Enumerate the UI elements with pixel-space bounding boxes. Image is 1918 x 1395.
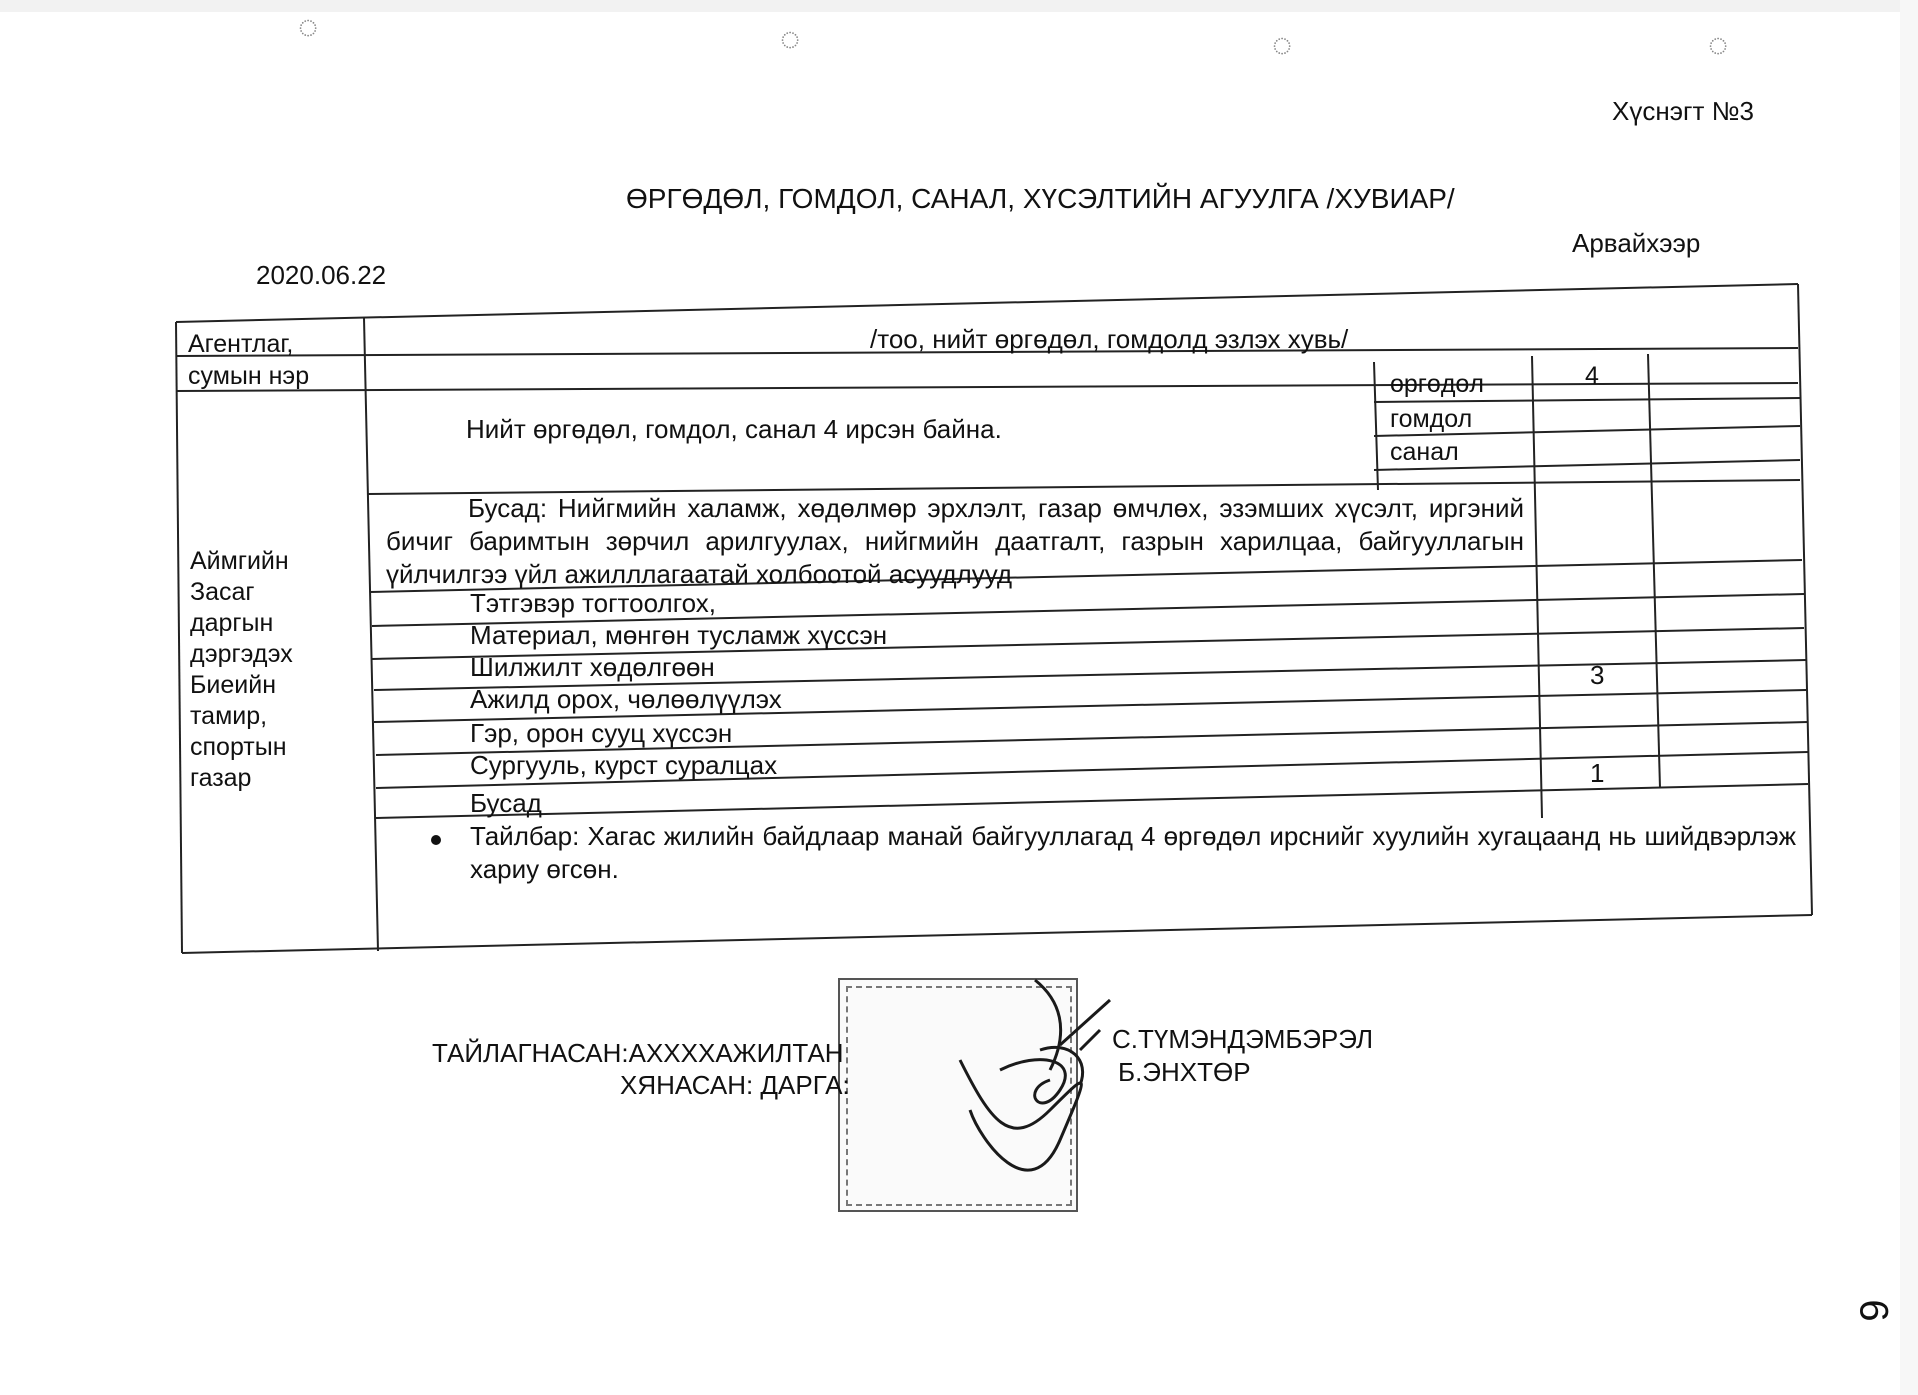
document-title: ӨРГӨДӨЛ, ГОМДОЛ, САНАЛ, ХҮСЭЛТИЙН АГУУЛГА /ХУВИАР/	[626, 183, 1455, 214]
punch-hole-mark: ◌	[298, 8, 319, 46]
punch-hole-mark: ◌	[780, 20, 801, 58]
row-count: 1	[1590, 758, 1605, 788]
row-label: Сургууль, курст суралцах	[470, 750, 778, 780]
reported-by-label: ТАЙЛАГНАСАН:АХХХХАЖИЛТАН	[432, 1038, 844, 1068]
punch-hole-mark: ◌	[1708, 26, 1729, 64]
type-label: гомдол	[1390, 405, 1473, 433]
document-date: 2020.06.22	[256, 260, 387, 290]
row-count: 3	[1590, 660, 1605, 690]
row-label: Тэтгэвэр тогтоолгох,	[470, 588, 716, 618]
row-label: Шилжилт хөдөлгөөн	[470, 652, 715, 682]
agency-name: Аймгийн Засаг даргын дэргэдэх Биеийн тамир, спортын газар	[190, 547, 293, 792]
type-count: 4	[1585, 362, 1599, 390]
page-number: 6	[1851, 1299, 1896, 1322]
row-label: Ажилд орох, чөлөөлүүлэх	[470, 684, 782, 714]
type-label: өргөдөл	[1390, 370, 1484, 398]
checked-by-name: Б.ЭНХТӨР	[1118, 1057, 1251, 1087]
row-label: Материал, мөнгөн тусламж хүссэн	[470, 620, 888, 650]
reported-by-name: С.ТҮМЭНДЭМБЭРЭЛ	[1112, 1024, 1374, 1054]
punch-hole-mark: ◌	[1272, 26, 1293, 64]
col1-header-text: Агентлаг, сумын нэр	[188, 330, 310, 390]
row-label: Бусад	[470, 788, 542, 818]
annex-label: Хүснэгт №3	[1612, 96, 1754, 126]
checked-by-label: ХЯНАСАН: ДАРГА:	[620, 1070, 850, 1100]
row-label: Гэр, орон сууц хүссэн	[470, 718, 733, 748]
note-text: Тайлбар: Хагас жилийн байдлаар манай байгууллагад 4 өргөдөл ирснийг хуулийн хугацаанд нь шийдвэрлэж хариу өгсөн.	[470, 821, 1796, 884]
location: Арвайхээр	[1572, 228, 1701, 258]
type-label: санал	[1390, 438, 1459, 466]
other-issues-paragraph: Бусад: Нийгмийн халамж, хөдөлмөр эрхлэлт, газар өмчлөх, эзэмших хүсэлт, иргэний бичиг баримтын зөрчил арилгуулах, нийгмийн даатгалт, газрын харилцаа, байгууллагын үйлчилгээ үйл ажилллагаатай холбоотой асуудлууд	[386, 493, 1524, 589]
summary-text: Нийт өргөдөл, гомдол, санал 4 ирсэн байна.	[466, 414, 1002, 444]
col2-header: /тоо, нийт өргөдөл, гомдолд эзлэх хувь/	[870, 324, 1349, 354]
